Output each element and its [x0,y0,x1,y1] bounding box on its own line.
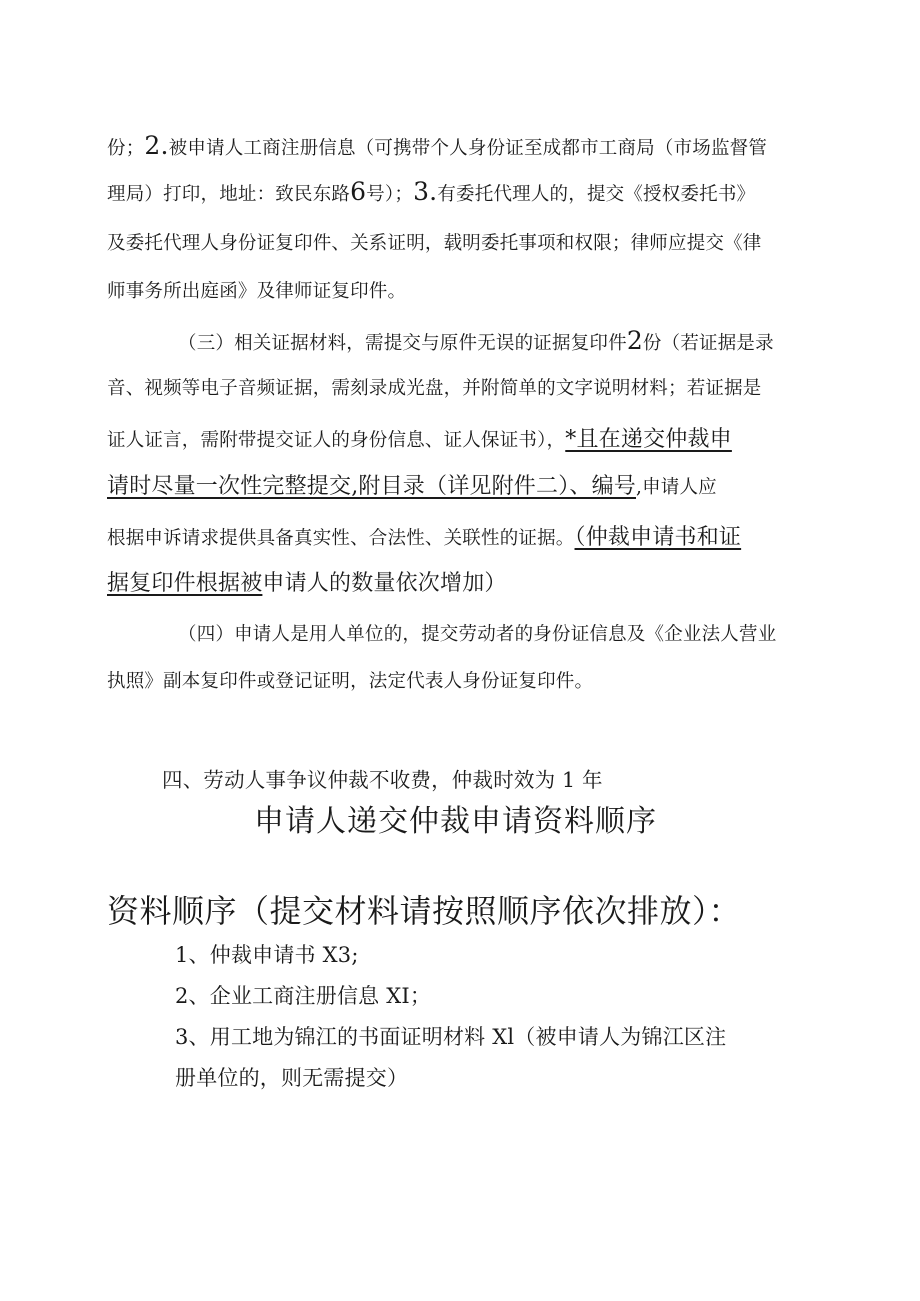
p1-line2-a: 理局）打印，地址：致民东路 [107,184,351,205]
p2-number-2: 2 [626,326,643,355]
p2-line1-a: （三）相关证据材料，需提交与原件无误的证据复印件 [178,333,627,354]
p3-line1-text: （四）申请人是用人单位的，提交劳动者的身份证信息及《企业法人营业 [178,624,777,645]
p2-line5-a: 根据申诉请求提供具备真实性、合法性、关联性的证据。 [107,528,575,549]
p1-line3-text: 及委托代理人身份证复印件、关系证明，载明委托事项和权限；律师应提交《律 [107,233,762,254]
p2-line4-underlined: 请时尽量一次性完整提交,附目录（详见附件二）、编号 [107,474,636,499]
p1-line4 [107,277,406,303]
list-item-1 [175,939,359,969]
p2-line6 [107,566,507,597]
p2-line5-underlined: （仲裁申请书和证 [574,525,742,550]
list-item-2 [175,980,431,1010]
order-heading-text: 资料顺序（提交材料请按照顺序依次排放）： [107,892,742,930]
p2-line3-underlined: *且在递交仲裁申 [565,427,732,452]
p2-line2 [107,374,762,400]
p2-line1 [178,326,774,355]
list-item-3-cont [175,1062,408,1092]
p3-line2-text: 执照》副本复印件或登记证明，法定代表人身份证复印件。 [107,671,594,692]
p1-line2-c: 有委托代理人的，提交《授权委托书》 [437,184,756,205]
list-item-1-text: 1、仲裁申请书 X3; [175,943,359,967]
list-item-3-cont-text: 册单位的，则无需提交） [175,1066,409,1090]
list-item-2-text: 2、企业工商注册信息 XI； [175,984,432,1008]
p3-line1 [178,620,776,646]
p2-line6-underlined: 据复印件根据被 [107,571,263,596]
p2-line3-a: 证人证言，需附带提交证人的身份信息、证人保证书）， [107,430,566,451]
list-item-3 [175,1021,726,1051]
section-four-text: 四、劳动人事争议仲裁不收费，仲裁时效为 1 年 [162,768,603,792]
p2-line4-b: ,申请人应 [636,477,717,498]
page-title [254,796,657,840]
list-item-3-text: 3、用工地为锦江的书面证明材料 Xl（被申请人为锦江区注 [175,1025,727,1049]
p2-line2-text: 音、视频等电子音频证据，需刻录成光盘，并附简单的文字说明材料；若证据是 [107,378,762,399]
p2-line5 [107,520,741,551]
p1-line1-b: 被申请人工商注册信息（可携带个人身份证至成都市工商局（市场监督管 [168,138,768,159]
p1-number-2: 2. [144,131,169,160]
p1-line2 [107,177,755,206]
p1-number-6: 6 [350,177,367,206]
p1-line2-b: 号）； [366,184,414,205]
p2-line6-b: 申请人的数量依次增加） [262,571,507,596]
p1-number-3: 3. [413,177,438,206]
p1-line3 [107,229,762,255]
p1-line1-a: 份； [107,138,145,159]
p3-line2 [107,667,593,693]
p1-line4-text: 师事务所出庭函》及律师证复印件。 [107,281,407,302]
order-heading [107,886,741,932]
p2-line1-b: 份（若证据是录 [642,333,774,354]
p2-line4 [107,469,717,500]
p2-line3 [107,422,732,453]
section-four [162,763,603,793]
page-title-text: 申请人递交仲裁申请资料顺序 [254,804,657,839]
p1-line1 [107,131,767,160]
